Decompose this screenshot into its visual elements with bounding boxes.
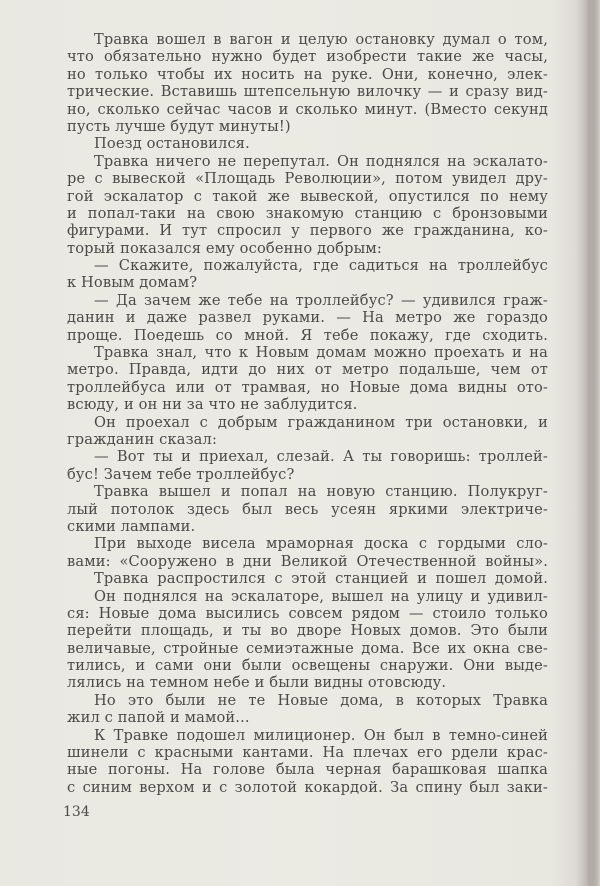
text-line: троллейбуса или от трамвая, но Новые дома видны ото- xyxy=(67,378,548,396)
text-line: Травка ничего не перепутал. Он поднялся на эскалато- xyxy=(94,152,548,170)
text-line: гой эскалатор с такой же вывеской, опустился по нему xyxy=(67,187,548,205)
text-line: жил с папой и мамой... xyxy=(67,709,250,727)
text-line: к Новым домам? xyxy=(67,274,198,292)
text-line: ре с вывеской «Площадь Революции», потом увидел дру- xyxy=(67,170,548,188)
text-line: шинели с красными кантами. На плечах его рдели крас- xyxy=(67,744,548,762)
text-line: метро. Правда, идти до них от метро подальше, чем от xyxy=(67,361,548,379)
text-line: ные погоны. На голове была черная барашковая шапка xyxy=(67,761,548,779)
text-line: — Вот ты и приехал, слезай. А ты говоришь: троллей- xyxy=(94,448,548,466)
text-line: Поезд остановился. xyxy=(94,135,250,153)
text-line: — Да зачем же тебе на троллейбус? — удивился граж- xyxy=(94,291,548,309)
text-line: лялись на темном небе и были видны отовсюду. xyxy=(67,674,447,692)
page-gutter-shadow xyxy=(586,0,600,886)
text-line: К Травке подошел милиционер. Он был в темно-синей xyxy=(94,726,548,744)
text-line: При выходе висела мраморная доска с гордыми сло- xyxy=(94,535,548,553)
text-line: Травка распростился с этой станцией и пошел домой. xyxy=(94,570,548,588)
text-line: перейти площадь, и ты во дворе Новых домов. Это были xyxy=(67,622,548,640)
page-number: 134 xyxy=(63,804,90,820)
text-line: Травка вошел в вагон и целую остановку думал о том, xyxy=(94,31,548,48)
text-line: Он поднялся на эскалаторе, вышел на улицу и удивил- xyxy=(94,587,548,605)
text-line: — Скажите, пожалуйста, где садиться на троллейбус xyxy=(94,257,548,275)
text-line: ся: Новые дома высились совсем рядом — стоило только xyxy=(67,604,548,622)
text-line: Но это были не те Новые дома, в которых Травка xyxy=(94,691,548,709)
text-line: пусть лучше будут минуты!) xyxy=(67,117,291,135)
text-line: всюду, и он ни за что не заблудится. xyxy=(67,396,358,414)
text-line: Травка знал, что к Новым домам можно проехать и на xyxy=(94,344,548,362)
text-line: гражданин сказал: xyxy=(67,430,218,448)
text-line: Травка вышел и попал на новую станцию. Полукруг- xyxy=(94,483,548,501)
text-line: вами: «Сооружено в дни Великой Отечественной войны». xyxy=(67,552,548,570)
text-line: тились, и сами они были освещены снаружи. Они выде- xyxy=(67,657,548,675)
text-line: но только чтобы их носить на руке. Они, конечно, элек- xyxy=(67,65,548,83)
text-line: торый показался ему особенно добрым: xyxy=(67,239,382,257)
text-line: но, сколько сейчас часов и сколько минут. (Вместо секунд xyxy=(67,100,548,118)
text-line: скими лампами. xyxy=(67,517,196,535)
text-line: с синим верхом и с золотой кокардой. За спину был заки- xyxy=(67,778,548,796)
book-page-text xyxy=(67,31,548,796)
text-line: данин и даже развел руками. — На метро же гораздо xyxy=(67,309,548,327)
text-line: Он проехал с добрым гражданином три остановки, и xyxy=(94,413,548,431)
text-line: трические. Вставишь штепсельную вилочку — и сразу вид- xyxy=(67,83,548,101)
text-line: что обязательно нужно будет изобрести такие же часы, xyxy=(67,48,548,66)
text-line: величавые, стройные семиэтажные дома. Все их окна све- xyxy=(67,639,548,657)
text-line: лый потолок здесь был весь усеян яркими электриче- xyxy=(67,500,548,518)
text-line: проще. Поедешь со мной. Я тебе покажу, где сходить. xyxy=(67,326,548,344)
text-line: бус! Зачем тебе троллейбус? xyxy=(67,465,295,483)
text-line: и попал-таки на свою знакомую станцию с бронзовыми xyxy=(67,204,548,222)
text-line: фигурами. И тут спросил у первого же гражданина, ко- xyxy=(67,222,548,240)
